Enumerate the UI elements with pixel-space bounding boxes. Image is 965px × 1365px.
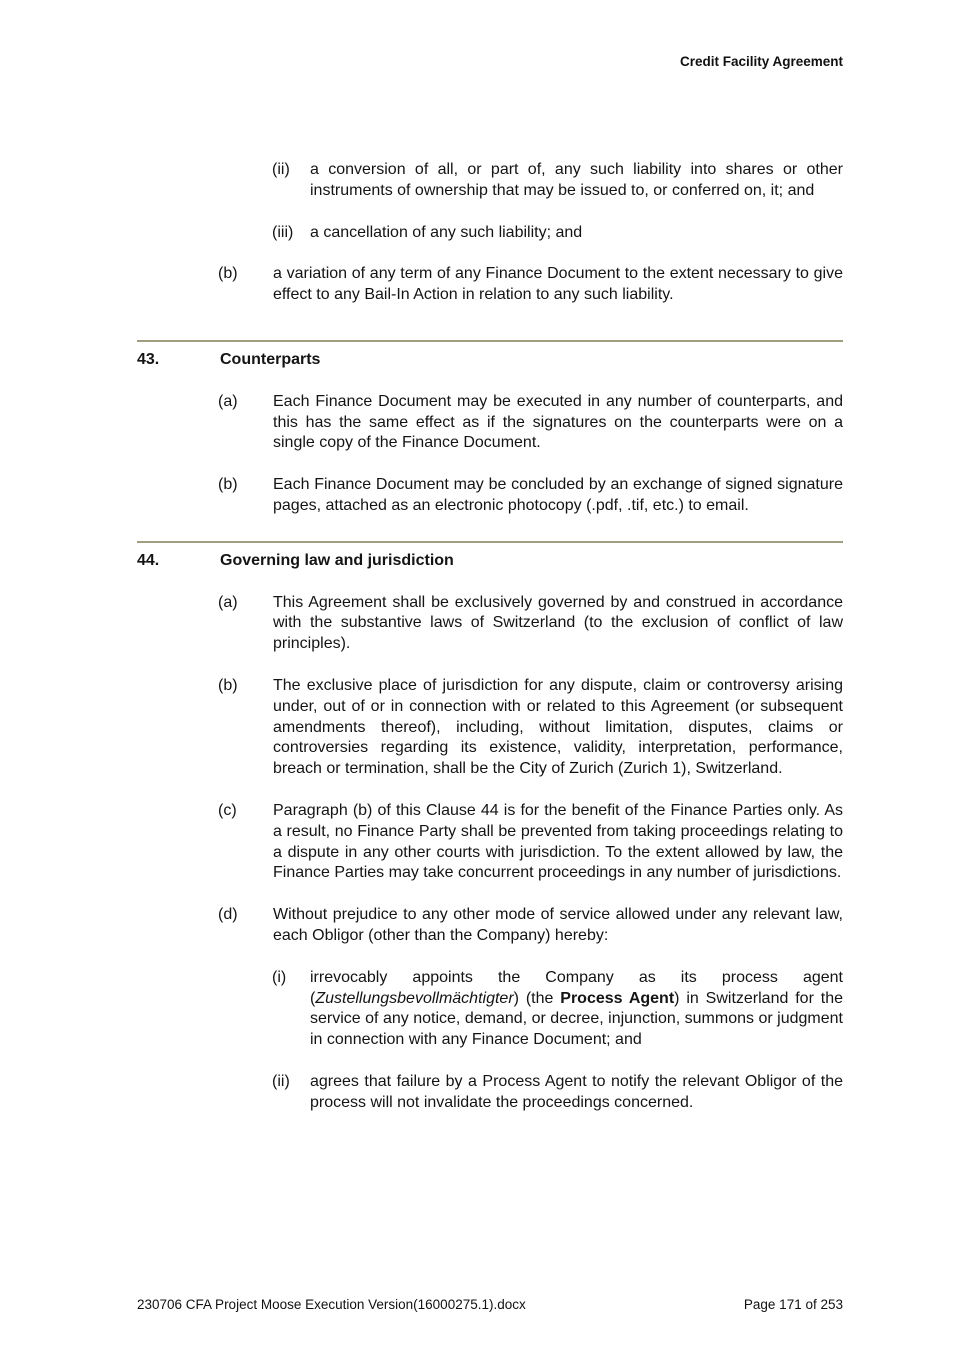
- section-divider: [137, 541, 843, 543]
- list-item-text: This Agreement shall be exclusively governed by and construed in accordance with the substantive laws of Switzerland (to the exclusion of conflict of law principles).: [273, 593, 843, 653]
- list-item-text: Each Finance Document may be concluded by an exchange of signed signature pages, attached as an electronic photocopy (.pdf, .tif, etc.) to email.: [273, 476, 843, 514]
- list-item-text: Without prejudice to any other mode of service allowed under any relevant law, each Obligor (other than the Company) hereby:: [273, 906, 843, 944]
- list-item-text: agrees that failure by a Process Agent to notify the relevant Obligor of the process will not invalidate the proceedings concerned.: [310, 1072, 843, 1111]
- list-item: [218, 264, 843, 306]
- list-item-text: The exclusive place of jurisdiction for any dispute, claim or controversy arising under, out of or in connection with or related to this Agreement (or subsequent amendments thereof), including, without limitation, disputes, claims or controversies regarding its existence, validity, interpretation, performance, breach or termination, shall be the City of Zurich (Zurich 1), Switzerland.: [273, 676, 843, 778]
- list-item: [272, 1072, 843, 1114]
- list-item: [218, 392, 843, 454]
- list-marker: (b): [218, 265, 238, 283]
- list-item: [218, 475, 843, 517]
- list-marker: (ii): [272, 161, 290, 178]
- section-divider: [137, 340, 843, 342]
- text-run: ) (the: [513, 989, 561, 1007]
- footer-filename: 230706 CFA Project Moose Execution Version(16000275.1).docx: [137, 1297, 526, 1312]
- list-marker: (b): [218, 676, 238, 694]
- list-marker: (a): [218, 392, 238, 410]
- section-heading-44: [137, 551, 843, 572]
- list-marker: (i): [272, 968, 287, 986]
- list-marker: (d): [218, 906, 238, 924]
- text-run: irrevocably appoints the Company as its process agent (: [310, 968, 843, 1007]
- list-item: [218, 905, 843, 947]
- text-run-italic: Zustellungsbevollmächtigter: [315, 989, 514, 1007]
- text-run: ) in Switzerland for the service of any notice, demand, or decree, injunction, summons or judgment in connection with any Finance Document; and: [310, 989, 843, 1049]
- list-item-text: a variation of any term of any Finance Document to the extent necessary to give effect to any Bail-In Action in relation to any such liability.: [273, 265, 843, 304]
- list-item-text: a cancellation of any such liability; and: [310, 223, 583, 241]
- list-marker: (iii): [272, 223, 294, 241]
- list-marker: (ii): [272, 1072, 290, 1090]
- page-footer: [137, 1297, 843, 1312]
- list-marker: (c): [218, 801, 237, 819]
- list-item: [218, 593, 843, 655]
- section-title: Counterparts: [220, 350, 321, 368]
- list-marker: (a): [218, 593, 238, 611]
- list-item-text: [310, 968, 843, 1051]
- text-run-bold: Process Agent: [560, 989, 675, 1007]
- section-number: 44.: [137, 551, 160, 569]
- page-header-title: Credit Facility Agreement: [679, 54, 843, 69]
- section-heading-43: [137, 350, 843, 371]
- section-title: Governing law and jurisdiction: [220, 551, 454, 569]
- list-item: [218, 801, 843, 884]
- list-item: [272, 160, 843, 202]
- list-item-text: Paragraph (b) of this Clause 44 is for the benefit of the Finance Parties only. As a result, no Finance Party shall be prevented from taking proceedings relating to a dispute in any other courts with jurisdiction. To the extent allowed by law, the Finance Parties may take concurrent proceedings in any number of jurisdictions.: [273, 801, 843, 882]
- list-item-text: Each Finance Document may be executed in any number of counterparts, and this has the same effect as if the signatures on the counterparts were on a single copy of the Finance Document.: [273, 392, 843, 452]
- list-item-text: a conversion of all, or part of, any such liability into shares or other instruments of ownership that may be issued to, or conferred on, it; and: [310, 161, 843, 199]
- list-marker: (b): [218, 476, 238, 494]
- list-item: [272, 968, 843, 1051]
- list-item: [272, 223, 843, 244]
- section-number: 43.: [137, 350, 160, 368]
- document-body: [137, 160, 843, 1135]
- footer-page-number: Page 171 of 253: [743, 1297, 843, 1312]
- list-item: [218, 676, 843, 780]
